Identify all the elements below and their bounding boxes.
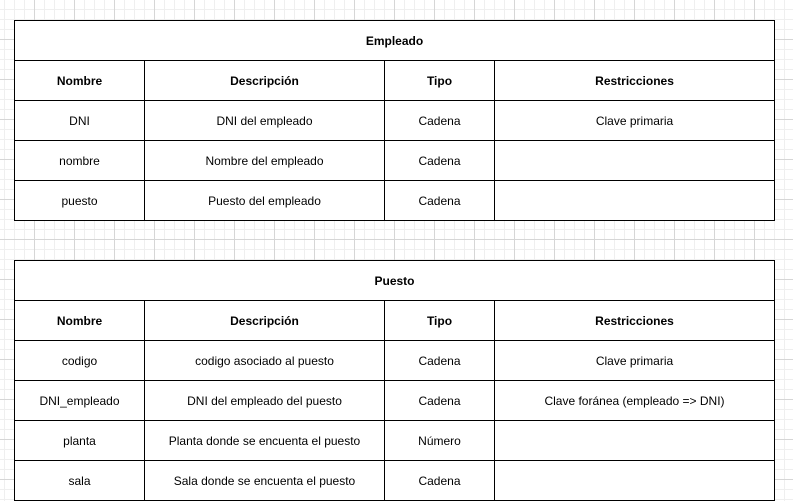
cell-descripcion: Planta donde se encuenta el puesto [145,421,385,461]
cell-nombre: DNI_empleado [15,381,145,421]
table-title-row [15,21,775,61]
cell-restricciones [495,181,775,221]
cell-nombre: nombre [15,141,145,181]
cell-nombre: sala [15,461,145,501]
table-title: Puesto [15,261,775,301]
cell-tipo: Cadena [385,101,495,141]
cell-tipo: Cadena [385,141,495,181]
table-row [15,341,775,381]
cell-descripcion: DNI del empleado del puesto [145,381,385,421]
column-header-restricciones: Restricciones [495,61,775,101]
column-header-descripcion: Descripción [145,301,385,341]
cell-nombre: puesto [15,181,145,221]
table-row [15,181,775,221]
cell-nombre: codigo [15,341,145,381]
table-row [15,461,775,501]
column-header-restricciones: Restricciones [495,301,775,341]
cell-descripcion: Puesto del empleado [145,181,385,221]
cell-descripcion: codigo asociado al puesto [145,341,385,381]
column-header-tipo: Tipo [385,301,495,341]
table-header-row [15,61,775,101]
cell-restricciones [495,421,775,461]
cell-tipo: Cadena [385,461,495,501]
cell-tipo: Cadena [385,181,495,221]
table-title: Empleado [15,21,775,61]
cell-tipo: Cadena [385,341,495,381]
cell-tipo: Número [385,421,495,461]
cell-descripcion: Sala donde se encuenta el puesto [145,461,385,501]
column-header-tipo: Tipo [385,61,495,101]
cell-restricciones: Clave primaria [495,101,775,141]
cell-restricciones: Clave primaria [495,341,775,381]
table-row [15,141,775,181]
cell-tipo: Cadena [385,381,495,421]
cell-descripcion: Nombre del empleado [145,141,385,181]
table-row [15,381,775,421]
cell-restricciones [495,141,775,181]
table-header-row [15,301,775,341]
column-header-descripcion: Descripción [145,61,385,101]
cell-descripcion: DNI del empleado [145,101,385,141]
table-title-row [15,261,775,301]
cell-nombre: DNI [15,101,145,141]
cell-nombre: planta [15,421,145,461]
entity-table-empleado [14,20,775,221]
table-row [15,101,775,141]
column-header-nombre: Nombre [15,301,145,341]
entity-table-puesto [14,260,775,501]
table-row [15,421,775,461]
cell-restricciones [495,461,775,501]
column-header-nombre: Nombre [15,61,145,101]
cell-restricciones: Clave foránea (empleado => DNI) [495,381,775,421]
